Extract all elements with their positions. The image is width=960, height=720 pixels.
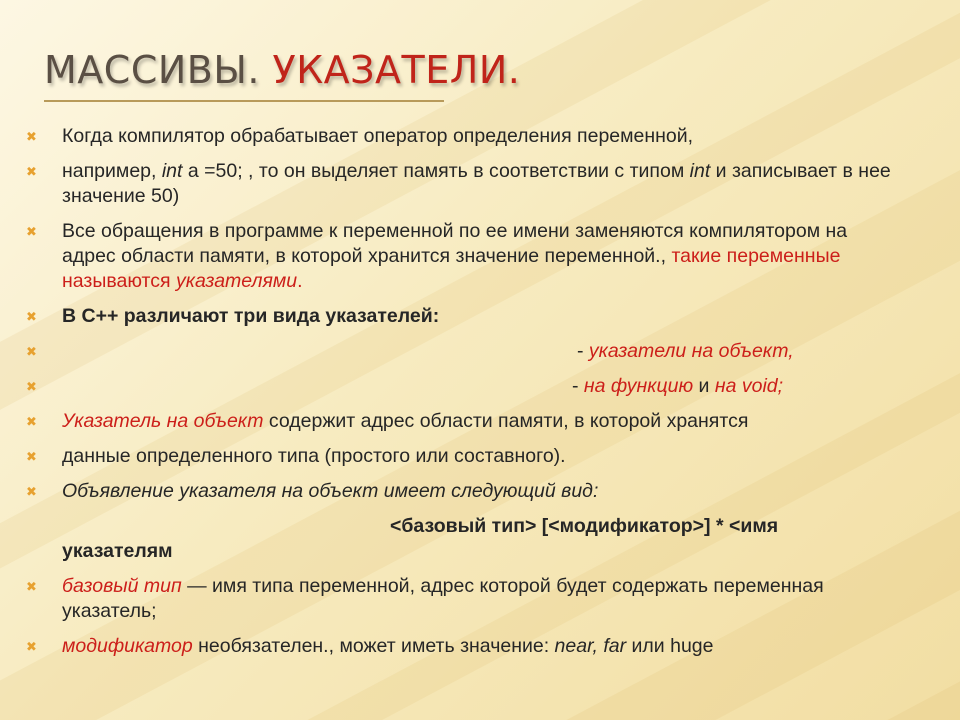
item-text: и: [693, 375, 715, 397]
bullet-x-icon: ✖: [26, 164, 37, 179]
list-item-syntax: [22, 514, 902, 564]
list-item: [22, 634, 902, 659]
item-text: -: [577, 340, 589, 362]
bullet-x-icon: ✖: [26, 344, 37, 359]
item-text: например,: [62, 160, 162, 182]
item-text-red: .: [297, 270, 303, 292]
bullet-x-icon: ✖: [26, 639, 37, 654]
bullet-x-icon: ✖: [26, 414, 37, 429]
list-item: [22, 159, 902, 209]
bullet-x-icon: ✖: [26, 379, 37, 394]
item-text: необязателен., может иметь значение:: [192, 635, 555, 657]
syntax-line-2: указателям: [62, 540, 173, 562]
item-text-italic: near, far: [554, 635, 627, 657]
list-item: [22, 479, 902, 504]
item-text-red-italic: на функцию: [583, 375, 694, 397]
item-text-red-italic: Указатель на объект: [62, 410, 264, 432]
title-part-1: МАССИВЫ.: [44, 48, 273, 92]
item-text-red-italic: указателями: [175, 270, 298, 292]
item-text: содержит адрес области памяти, в которой хранятся: [263, 410, 749, 432]
slide-title: [44, 48, 520, 92]
list-item: [22, 444, 902, 469]
title-underline: [44, 100, 444, 102]
bullet-x-icon: ✖: [26, 484, 37, 499]
list-item: [22, 219, 902, 294]
bullet-x-icon: ✖: [26, 309, 37, 324]
item-text-red-italic: указатели на объект,: [588, 340, 794, 362]
list-item: [22, 339, 902, 364]
item-text: a =50; , то он выделяет память в соответствии с типом: [182, 160, 690, 182]
item-text-bold: В C++ различают три вида указателей:: [62, 305, 440, 327]
item-text-red-italic: на void;: [714, 375, 784, 397]
item-text-red-italic: базовый тип: [62, 575, 182, 597]
list-item: [22, 574, 902, 624]
title-part-2: УКАЗАТЕЛИ.: [272, 48, 521, 92]
bullet-x-icon: ✖: [26, 129, 37, 144]
item-text: Все обращения в программе к переменной по ее имени заменяются компилятором на адрес области памяти, в которой хранится значение переменной.,: [62, 220, 848, 267]
item-text-red-italic: модификатор: [62, 635, 193, 657]
bullet-list: [22, 124, 902, 669]
item-text: Когда компилятор обрабатывает оператор определения переменной,: [62, 125, 694, 147]
bullet-x-icon: ✖: [26, 449, 37, 464]
list-item: [22, 304, 902, 329]
list-item: [22, 374, 902, 399]
bullet-x-icon: ✖: [26, 579, 37, 594]
item-text: -: [572, 375, 584, 397]
item-text-italic: int: [161, 160, 183, 182]
item-text: или huge: [626, 635, 714, 657]
item-text: и записывает в нее значение 50): [62, 160, 891, 207]
list-item: [22, 409, 902, 434]
item-text: данные определенного типа (простого или составного).: [62, 445, 566, 467]
list-item: [22, 124, 902, 149]
item-text-red: такие переменные называются: [62, 245, 841, 292]
item-text-italic: int: [689, 160, 711, 182]
bullet-x-icon: ✖: [26, 224, 37, 239]
item-text-italic: Объявление указателя на объект имеет следующий вид:: [62, 480, 599, 502]
syntax-line-1: <базовый тип> [<модификатор>] * <имя: [390, 515, 779, 537]
item-text: — имя типа переменной, адрес которой будет содержать переменная указатель;: [62, 575, 824, 622]
